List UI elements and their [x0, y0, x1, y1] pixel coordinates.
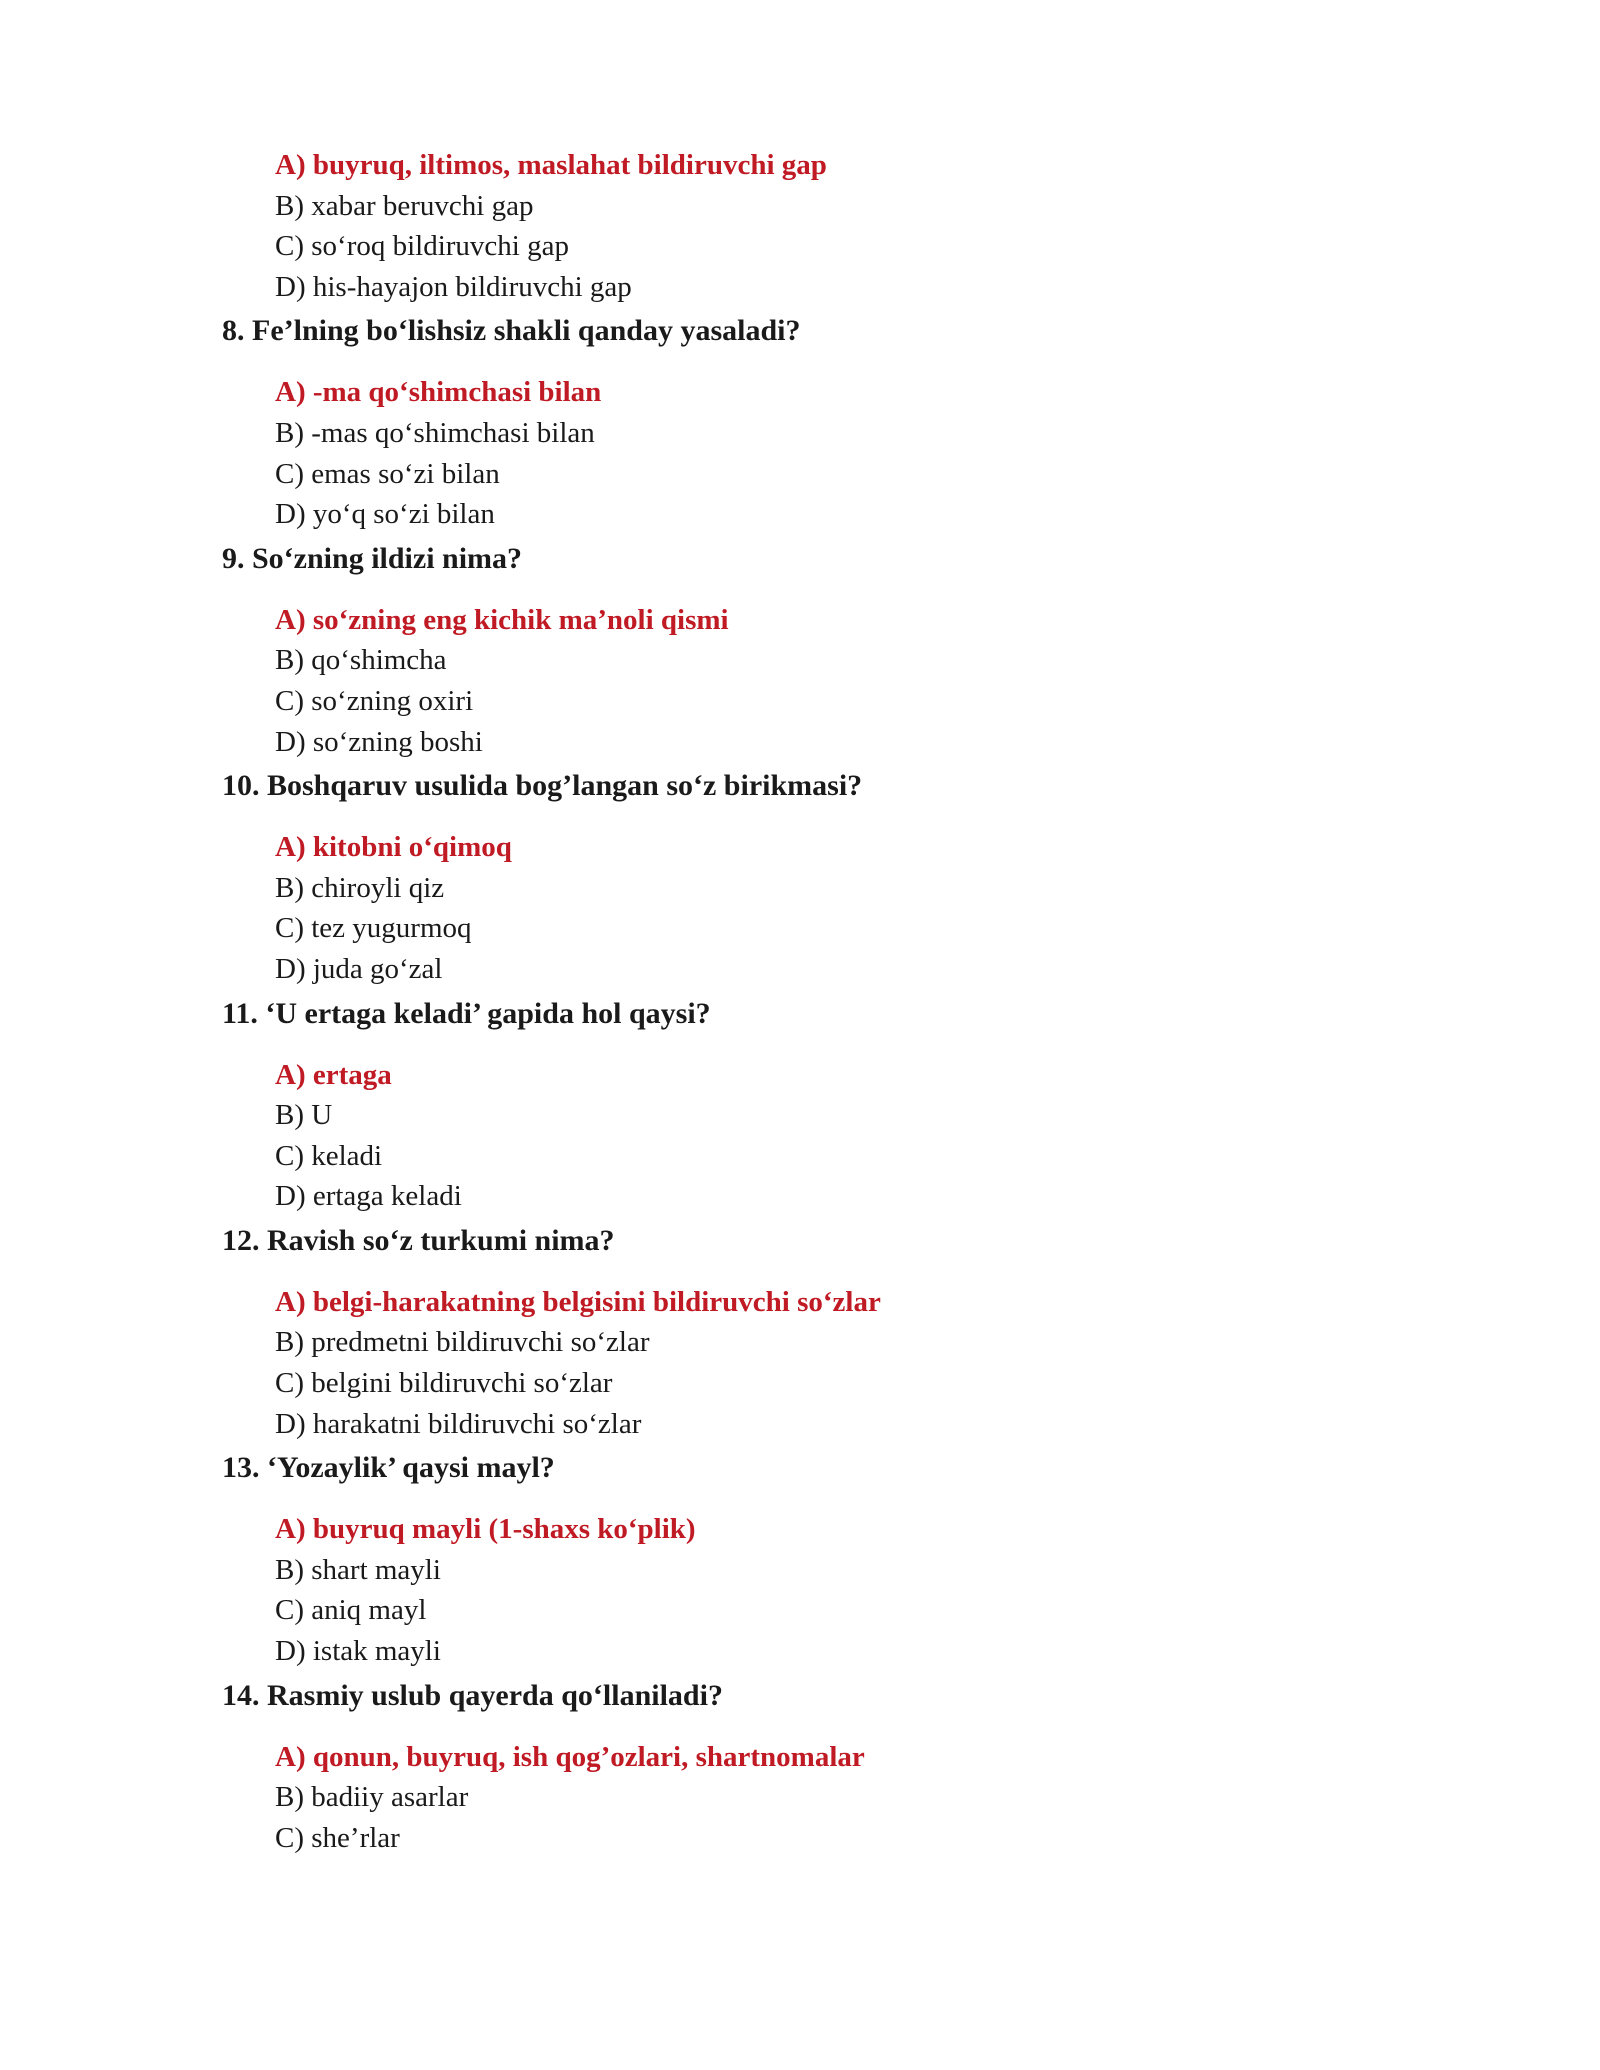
option-d: D) so‘zning boshi — [275, 725, 483, 758]
option-d: D) harakatni bildiruvchi so‘zlar — [275, 1407, 642, 1440]
question-options — [275, 1055, 1600, 1217]
option-d: D) ertaga keladi — [275, 1180, 462, 1213]
option-c: C) belgini bildiruvchi so‘zlar — [275, 1367, 613, 1400]
spacer — [0, 355, 1600, 372]
question-options — [275, 600, 1600, 762]
question-options — [275, 1737, 1600, 1859]
top-margin — [0, 0, 1600, 145]
option-a-correct: A) kitobni o‘qimoq — [275, 831, 512, 864]
option-b: B) xabar beruvchi gap — [275, 189, 534, 222]
option-b: B) badiiy asarlar — [275, 1781, 469, 1814]
option-d: D) istak mayli — [275, 1635, 441, 1668]
option-c: C) emas so‘zi bilan — [275, 457, 500, 490]
question-options — [275, 372, 1600, 534]
option-b: B) -mas qo‘shimchasi bilan — [275, 416, 595, 449]
option-a-correct: A) belgi-harakatning belgisini bildiruvchi so‘zlar — [275, 1285, 881, 1318]
option-b: B) chiroyli qiz — [275, 871, 445, 904]
option-a-correct: A) -ma qo‘shimchasi bilan — [275, 376, 602, 409]
option-c: C) aniq mayl — [275, 1594, 427, 1627]
option-b: B) predmetni bildiruvchi so‘zlar — [275, 1326, 650, 1359]
option-c: C) so‘zning oxiri — [275, 684, 474, 717]
option-a-correct: A) ertaga — [275, 1058, 392, 1091]
question-title: 10. Boshqaruv usulida bog’langan so‘z birikmasi? — [222, 769, 863, 803]
option-c: C) tez yugurmoq — [275, 912, 472, 945]
option-a-correct: A) buyruq, iltimos, maslahat bildiruvchi gap — [275, 149, 827, 181]
option-a-correct: A) so‘zning eng kichik ma’noli qismi — [275, 603, 729, 636]
question-options — [275, 827, 1600, 989]
question-title: 14. Rasmiy uslub qayerda qo‘llaniladi? — [222, 1678, 723, 1712]
question-options — [275, 1509, 1600, 1671]
spacer — [0, 1492, 1600, 1509]
option-b: B) shart mayli — [275, 1553, 441, 1586]
option-d: D) yo‘q so‘zi bilan — [275, 498, 495, 531]
option-b: B) U — [275, 1099, 333, 1132]
question-title: 9. So‘zning ildizi nima? — [222, 541, 523, 575]
option-b: B) qo‘shimcha — [275, 644, 447, 677]
lead-options — [275, 145, 1600, 307]
question-options — [275, 1282, 1600, 1444]
option-d: D) juda go‘zal — [275, 952, 443, 985]
spacer — [0, 583, 1600, 600]
spacer — [0, 1265, 1600, 1282]
question-title: 12. Ravish so‘z turkumi nima? — [222, 1223, 615, 1257]
question-title: 8. Fe’lning bo‘lishsiz shakli qanday yasaladi? — [222, 314, 801, 348]
option-c: C) keladi — [275, 1139, 383, 1172]
spacer — [0, 810, 1600, 827]
option-a-correct: A) buyruq mayli (1-shaxs ko‘plik) — [275, 1513, 696, 1546]
spacer — [0, 1038, 1600, 1055]
option-a-correct: A) qonun, buyruq, ish qog’ozlari, shartnomalar — [275, 1740, 865, 1773]
question-title: 11. ‘U ertaga keladi’ gapida hol qaysi? — [222, 996, 711, 1030]
option-d: D) his-hayajon bildiruvchi gap — [275, 270, 632, 303]
question-title: 13. ‘Yozaylik’ qaysi mayl? — [222, 1451, 555, 1485]
spacer — [0, 1720, 1600, 1737]
option-c: C) she’rlar — [275, 1821, 400, 1854]
option-c: C) so‘roq bildiruvchi gap — [275, 230, 569, 263]
